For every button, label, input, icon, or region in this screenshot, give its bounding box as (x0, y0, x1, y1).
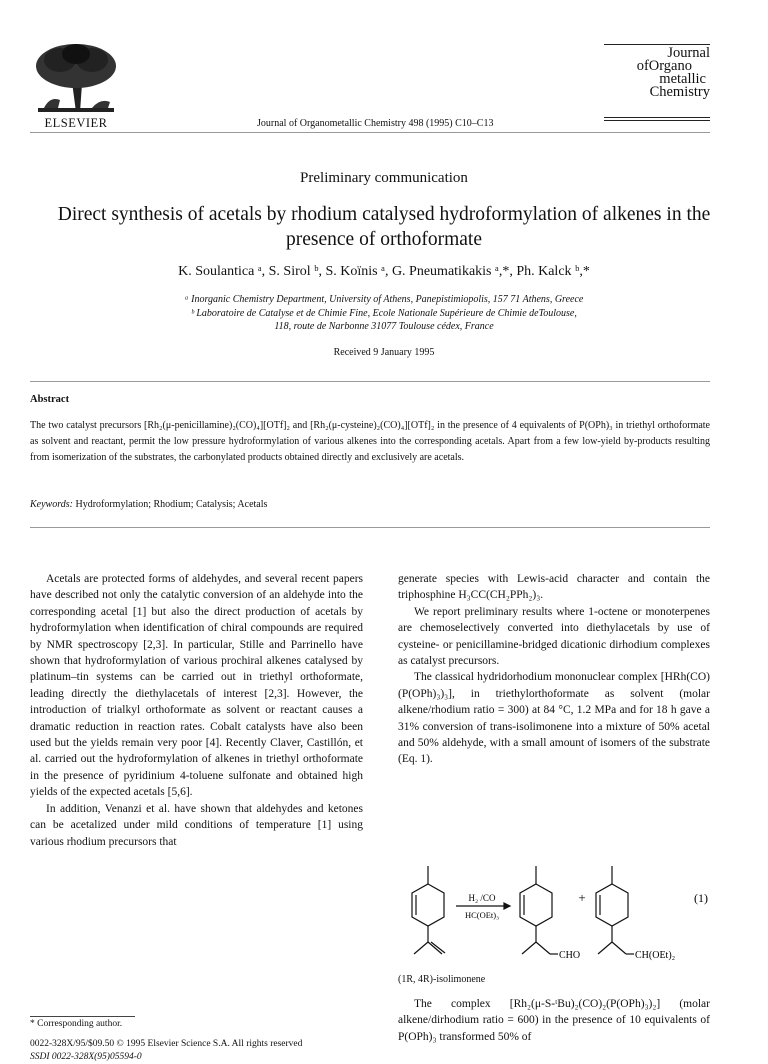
product2-group: CH(OEt)₂ (635, 950, 676, 961)
received-date: Received 9 January 1995 (333, 347, 435, 358)
body-column-right-continued (398, 996, 710, 1045)
keywords (30, 499, 267, 510)
copyright (30, 1038, 302, 1064)
abstract-divider-top (30, 381, 710, 382)
section-type: Preliminary communication (300, 170, 468, 186)
ring (412, 884, 444, 926)
affiliations (60, 293, 708, 334)
ring (520, 884, 552, 926)
journal-logo (604, 47, 710, 99)
affiliation: ᵃ Inorganic Chemistry Department, University of Athens, Panepistimiopolis, 157 71 Athens, Greece (184, 294, 584, 305)
paragraph: The complex [Rh₂(μ-S-ᵗBu)₂(CO)₂(P(OPh)₃)₂] (molar alkene/dirhodium ratio = 600) in the presence of 10 equivalents of P(OPh)₃ transformed 50% of (398, 998, 710, 1043)
publisher-name: ELSEVIER (44, 116, 108, 130)
ssdi-line: SSDI 0022-328X(95)05594-0 (30, 1052, 142, 1062)
header-divider (30, 132, 710, 133)
abstract-divider-bottom (30, 527, 710, 528)
paragraph: In addition, Venanzi et al. have shown that aldehydes and ketones can be acetalized under mild conditions of temperature [1] using various rhodium precursors that (30, 802, 363, 848)
paragraph: Acetals are protected forms of aldehydes, and several recent papers have described not only the catalytic conversion of an aldehyde into the corresponding acetal [1] but also the direct production of acetals by hydroformylation when identification of chiral compounds are required by NMR spectroscopy [2,3]. In particular, Stille and Parrinello have shown that hydroformylation of various prochiral alkenes catalysed by platinum–tin systems can be carried out in triethyl orthoformate, leading directly the diethylacetals of interest [2,3]. However, the introduction of trialkyl orthoformate as solvent or reactant causes a dramatic reduction in reaction rates. Cobalt catalysts have also been used but the yields remain very poor [4]. Recently Claver, Castillón, et al. carried out the hydroformylation of alkenes in triethyl orthoformate in the presence of pyridinium 4-toluene sulfonate and obtained high yields of the expected acetals [5,6]. (30, 573, 363, 799)
footnote: * Corresponding author. (30, 1019, 123, 1029)
journal-logo-line: Journal (667, 45, 710, 61)
keywords-label: Keywords: (30, 499, 73, 510)
reagent-top: H₂ /CO (468, 893, 496, 903)
body-column-left (30, 571, 363, 850)
elsevier-tree-logo-icon (30, 42, 122, 114)
equation-number: (1) (694, 891, 708, 905)
abstract-text: The two catalyst precursors [Rh₂(μ-penicillamine)₂(CO)₄][OTf]₂ and [Rh₂(μ-cysteine)₂(CO)₄][OTf]₂ in the presence of 4 equivalents of P(OPh)₃ in triethyl orthoformate as solvent and reactant, permit the low pressure hydroformylation of various alkenes into the corresponding acetals. Apart from a few low-yield by-products resulting from isomerization of the substrates, the carbonylated products obtained directly and exclusively are acetals. (30, 420, 710, 463)
ring (596, 884, 628, 926)
reaction-scheme (398, 862, 710, 970)
affiliation: 118, route de Narbonne 31077 Toulouse cédex, France (274, 321, 494, 332)
journal-logo-line: metallic (659, 71, 706, 87)
journal-logo-line: Chemistry (649, 84, 710, 100)
affiliation: ᵇ Laboratoire de Catalyse et de Chimie Fine, Ecole Nationale Supérieure de Chimie deToulouse, (191, 307, 577, 319)
reagent-bottom: HC(OEt)₃ (464, 910, 500, 920)
paragraph: We report preliminary results where 1-octene or monoterpenes are chemoselectively converted into diethylacetals by use of cysteine- or penicillamine-bridged dicationic dirhodium complexes as catalyst precursors. (398, 605, 710, 668)
product1-group: CHO (559, 950, 581, 961)
logo-rule (604, 117, 710, 118)
abstract-heading: Abstract (30, 394, 70, 405)
scheme-caption: (1R, 4R)-isolimonene (398, 974, 486, 985)
journal-reference: Journal of Organometallic Chemistry 498 (1995) C10–C13 (257, 118, 494, 129)
footnote-divider (30, 1016, 135, 1017)
paragraph: The classical hydridorhodium mononuclear complex [HRh(CO)(P(OPh)₃)₃], in triethylorthoformate as solvent (molar alkene/rhodium ratio = 300) at 84 °C, 1.2 MPa and for 18 h gave a 31% conversion of trans-isolimonene into a mixture of 50% acetal and 50% aldehyde, with a small amount of isomers of the substrate (Eq. 1). (398, 671, 710, 766)
article-title: Direct synthesis of acetals by rhodium catalysed hydroformylation of alkenes in the presence of orthoformate (57, 204, 711, 250)
copyright-line: 0022-328X/95/$09.50 © 1995 Elsevier Science S.A. All rights reserved (30, 1039, 303, 1049)
journal-logo-line: ofOrgano (636, 58, 692, 74)
logo-rule (604, 120, 710, 121)
keywords-values: Hydroformylation; Rhodium; Catalysis; Acetals (75, 499, 268, 510)
author-list: K. Soulantica ᵃ, S. Sirol ᵇ, S. Koïnis ᵃ, G. Pneumatikakis ᵃ,*, Ph. Kalck ᵇ,* (178, 264, 590, 279)
body-column-right (398, 571, 710, 768)
paragraph: generate species with Lewis-acid character and contain the triphosphine H₃CC(CH₂PPh₂)₃. (398, 573, 710, 602)
plus-sign: + (578, 890, 586, 905)
